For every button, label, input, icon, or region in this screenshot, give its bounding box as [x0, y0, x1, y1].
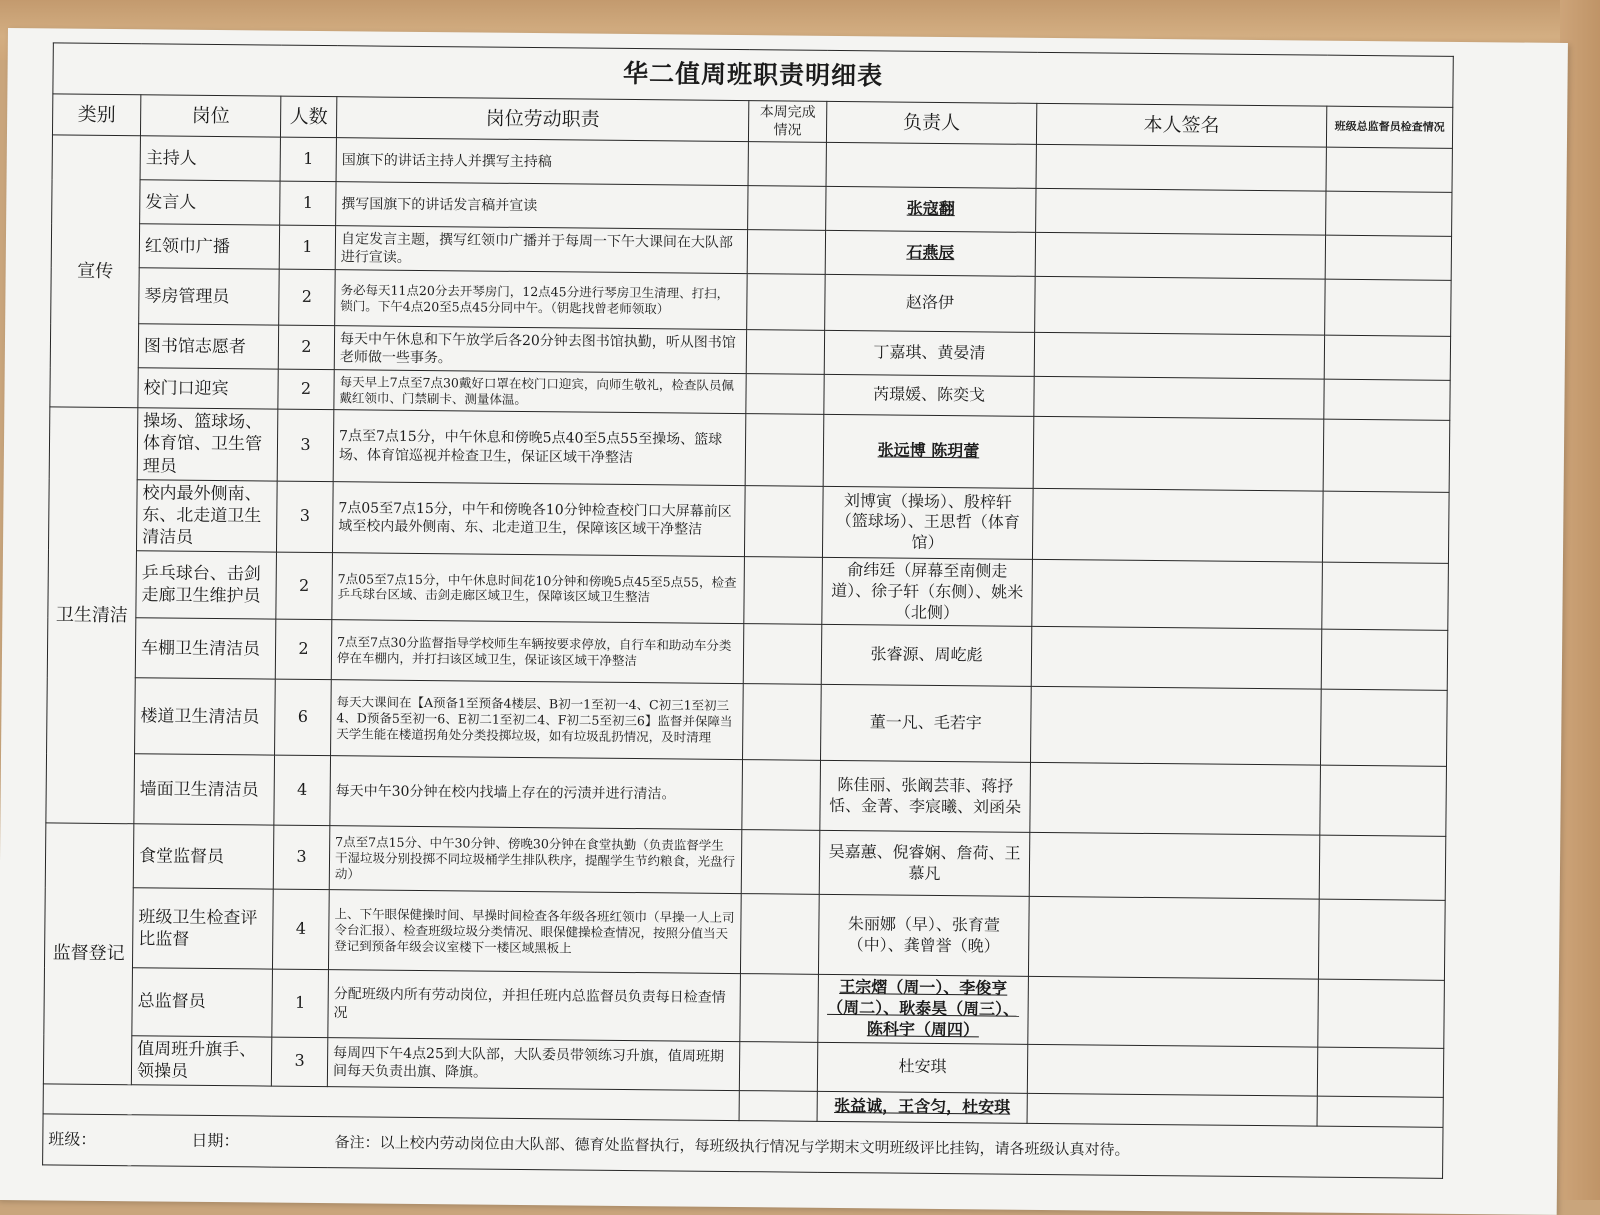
completion-cell[interactable] [746, 374, 824, 415]
completion-cell[interactable] [742, 760, 821, 831]
completion-cell[interactable] [744, 557, 823, 625]
duty-cell: 撰写国旗下的讲话发言稿并宣读 [336, 182, 748, 230]
completion-cell[interactable] [746, 330, 824, 375]
position-cell: 墙面卫生清洁员 [134, 754, 275, 825]
class-label: 班级： [48, 1128, 97, 1149]
duty-cell: 上、下午眼保健操时间、早操时间检查各年级各班红领巾（早操一人上司令台汇报）、检查班级垃圾分类情况、眼保健操检查情况，按照分值当天登记到预备年级会议室楼下一楼区域黑板上 [328, 890, 741, 974]
duty-cell: 每天大课间在【A预备1至预备4楼层、B初一1至初一4、C初三1至初三4、D预备5至初一6、E初二1至初二4、F初二5至初三6】监督并保障当天学生能在楼道拐角处分类投掷垃圾，如有垃圾乱扔情况，及时清理 [331, 680, 744, 760]
completion-cell[interactable] [739, 1090, 817, 1121]
count-cell: 1 [280, 137, 336, 182]
duty-cell: 每天早上7点至7点30戴好口罩在校门口迎宾，向师生敬礼，检查队员佩戴红领巾、门禁刷卡、测量体温。 [334, 370, 746, 414]
responsible-cell: 董一凡、毛若宇 [821, 685, 1032, 763]
position-cell: 值周班升旗手、领操员 [131, 1035, 271, 1086]
count-cell: 4 [274, 755, 331, 826]
count-cell: 1 [279, 225, 335, 270]
position-cell: 乒乓球台、击剑走廊卫生维护员 [136, 551, 277, 620]
duty-cell: 分配班级内所有劳动岗位，并担任班内总监督员负责每日检查情况 [328, 970, 741, 1041]
signature-cell[interactable] [1035, 277, 1326, 336]
signature-cell[interactable] [1031, 627, 1322, 690]
position-cell: 车棚卫生清洁员 [135, 618, 276, 679]
position-cell: 校内最外侧南、东、北走道卫生清洁员 [136, 479, 277, 552]
position-cell: 总监督员 [132, 968, 273, 1037]
count-cell: 2 [279, 269, 336, 326]
completion-cell[interactable] [747, 230, 825, 275]
document-paper [0, 28, 1568, 1215]
count-cell: 2 [276, 552, 333, 620]
signature-cell[interactable] [1032, 488, 1323, 562]
completion-cell[interactable] [748, 142, 826, 187]
duty-cell: 自定发言主题，撰写红领巾广播并于每周一下午大课间在大队部进行宣读。 [335, 226, 747, 274]
completion-cell[interactable] [743, 624, 822, 685]
count-cell: 2 [278, 325, 334, 370]
completion-cell[interactable] [745, 414, 824, 486]
duty-cell: 每天中午30分钟在校内找墙上存在的污渍并进行清洁。 [330, 756, 743, 830]
responsible-cell: 张益诚，王含匀，杜安琪 [817, 1091, 1027, 1123]
header-category: 类别 [52, 94, 140, 136]
inspection-cell[interactable] [1319, 835, 1446, 900]
signature-cell[interactable] [1030, 687, 1321, 766]
signature-cell[interactable] [1028, 977, 1319, 1047]
count-cell: 3 [273, 825, 330, 890]
inspection-cell[interactable] [1326, 148, 1452, 193]
signature-cell[interactable] [1036, 189, 1326, 236]
duty-cell: 务必每天11点20分去开琴房门，12点45分进行琴房卫生清理、打扫，锁门。下午4点20至5点45分同中午。（钥匙找曾老师领取） [335, 270, 748, 330]
count-cell: 1 [280, 181, 336, 226]
count-cell: 2 [275, 619, 332, 680]
signature-cell[interactable] [1028, 897, 1319, 980]
responsible-cell: 朱丽娜（早）、张育萱（中）、龚曾誉（晚） [818, 895, 1029, 977]
position-cell: 红领巾广播 [139, 224, 279, 269]
position-cell: 楼道卫生清洁员 [135, 678, 276, 755]
position-cell: 琴房管理员 [139, 268, 280, 325]
responsible-cell: 赵洛伊 [825, 275, 1036, 333]
category-cleaning: 卫生清洁 [46, 407, 138, 824]
table-row [44, 887, 1445, 980]
responsible-cell: 石燕辰 [825, 231, 1035, 277]
header-count: 人数 [280, 96, 336, 138]
header-inspection: 班级总监督员检查情况 [1326, 106, 1452, 149]
responsible-cell: 杜安琪 [817, 1042, 1027, 1093]
table-row [48, 479, 1449, 564]
responsible-cell: 陈佳丽、张阚芸菲、蒋抒恬、金菁、李宸曦、刘函朵 [820, 761, 1031, 833]
completion-cell[interactable] [744, 485, 823, 557]
completion-cell[interactable] [747, 274, 826, 331]
inspection-cell[interactable] [1324, 336, 1450, 381]
category-publicity: 宣传 [50, 135, 141, 408]
duty-cell: 7点至7点30分监督指导学校师生车辆按要求停放，自行车和助动车分类停在车棚内，并打扫该区域卫生，保证该区域干净整洁 [331, 620, 744, 684]
responsible-cell: 张睿源、周屹彪 [821, 625, 1032, 687]
inspection-cell[interactable] [1322, 562, 1449, 631]
signature-cell[interactable] [1029, 833, 1320, 900]
date-label: 日期： [191, 1130, 240, 1150]
signature-cell[interactable] [1035, 233, 1325, 280]
inspection-cell[interactable] [1320, 765, 1447, 836]
inspection-cell[interactable] [1321, 629, 1448, 690]
inspection-cell[interactable] [1325, 280, 1452, 337]
inspection-cell[interactable] [1317, 1047, 1443, 1097]
signature-cell[interactable] [1032, 559, 1323, 629]
completion-cell[interactable] [743, 684, 822, 761]
signature-cell[interactable] [1030, 763, 1321, 836]
position-cell: 校门口迎宾 [138, 368, 278, 409]
header-duty: 岗位劳动职责 [336, 97, 748, 142]
inspection-cell[interactable] [1320, 689, 1447, 766]
header-position: 岗位 [140, 95, 280, 138]
completion-cell[interactable] [740, 894, 819, 975]
responsible-cell: 王宗熠（周一）、李俊亨（周二）、耿泰昊（周三）、陈科宇（周四） [818, 975, 1029, 1044]
inspection-cell[interactable] [1318, 979, 1445, 1048]
table-row [46, 753, 1447, 836]
category-supervision: 监督登记 [43, 823, 133, 1084]
duty-cell: 7点05至7点15分，中午休息时间花10分钟和傍晚5点45至5点55，检查乒乓球台区域、击剑走廊区域卫生，保障该区域卫生整洁 [332, 553, 745, 624]
responsible-cell [826, 143, 1036, 189]
position-cell: 主持人 [140, 136, 280, 181]
signature-cell[interactable] [1034, 377, 1324, 420]
signature-cell[interactable] [1027, 1093, 1317, 1126]
duty-cell: 7点至7点15分，中午休息和傍晚5点40至5点55至操场、篮球场、体育馆巡视并检查卫生，保证区域干净整洁 [333, 410, 746, 485]
completion-cell[interactable] [740, 974, 819, 1042]
duty-cell: 每天中午休息和下午放学后各20分钟去图书馆执勤，听从图书馆老师做一些事务。 [334, 326, 746, 374]
header-signature: 本人签名 [1036, 103, 1326, 147]
duty-table [42, 42, 1454, 1178]
table-row [49, 407, 1450, 492]
duty-cell: 7点05至7点15分，中午和傍晚各10分钟检查校门口大屏幕前区域至校内最外侧南、东、北走道卫生，保障该区域干净整洁 [332, 481, 745, 556]
signature-cell[interactable] [1036, 145, 1326, 192]
table-title: 华二值周班职责明细表 [53, 43, 1453, 107]
inspection-cell[interactable] [1323, 420, 1450, 492]
signature-cell[interactable] [1034, 333, 1324, 380]
inspection-cell[interactable] [1324, 380, 1450, 421]
responsible-cell: 丁嘉琪、黄晏清 [824, 331, 1034, 377]
position-cell: 操场、篮球场、体育馆、卫生管理员 [137, 408, 278, 481]
count-cell: 3 [271, 1037, 327, 1087]
count-cell: 4 [272, 889, 329, 970]
count-cell: 6 [275, 679, 332, 756]
count-cell: 1 [272, 969, 329, 1037]
count-cell: 2 [278, 369, 334, 410]
position-cell: 发言人 [140, 180, 280, 225]
inspection-cell[interactable] [1326, 192, 1452, 237]
count-cell: 3 [277, 409, 334, 481]
duty-cell: 7点至7点15分、中午30分钟、傍晚30分钟在食堂执勤（负责监督学生干湿垃圾分别投掷不同垃圾桶学生排队秩序，提醒学生节约粮食，光盘行动） [329, 826, 742, 894]
completion-cell[interactable] [748, 186, 826, 231]
position-cell: 食堂监督员 [133, 824, 274, 889]
position-cell: 图书馆志愿者 [138, 324, 278, 369]
inspection-cell[interactable] [1325, 236, 1451, 281]
footer-note: 备注：以上校内劳动岗位由大队部、德育处监督执行，每班级执行情况与学期末文明班级评比挂钩，请各班级认真对待。 [334, 1132, 1130, 1159]
responsible-cell: 吴嘉蕙、倪睿娴、詹荷、王慕凡 [819, 831, 1030, 897]
inspection-cell[interactable] [1322, 491, 1449, 563]
responsible-cell: 芮璟媛、陈奕戈 [824, 375, 1034, 417]
responsible-cell: 张远博 陈玥蕾 [823, 415, 1034, 488]
header-responsible: 负责人 [826, 101, 1036, 144]
position-cell: 班级卫生检查评比监督 [132, 888, 273, 969]
completion-cell[interactable] [741, 830, 820, 895]
count-cell: 3 [276, 481, 333, 553]
signature-cell[interactable] [1033, 417, 1324, 491]
table-row [47, 677, 1448, 766]
completion-cell[interactable] [739, 1041, 817, 1091]
responsible-cell: 俞纬廷（屏幕至南侧走道）、徐子轩（东侧）、姚米（北侧） [822, 557, 1033, 626]
header-completion: 本周完成情况 [748, 101, 826, 143]
signature-cell[interactable] [1027, 1044, 1317, 1096]
duty-cell: 每周四下午4点25到大队部，大队委员带领练习升旗，值周班期间每天负责出旗、降旗。 [327, 1037, 739, 1090]
responsible-cell: 刘博寅（操场）、殷梓轩（篮球场）、王思哲（体育馆） [822, 486, 1033, 559]
inspection-cell[interactable] [1318, 899, 1445, 980]
duty-cell: 国旗下的讲话主持人并撰写主持稿 [336, 138, 748, 186]
responsible-cell: 张寇翻 [826, 187, 1036, 233]
inspection-cell[interactable] [1317, 1096, 1443, 1127]
